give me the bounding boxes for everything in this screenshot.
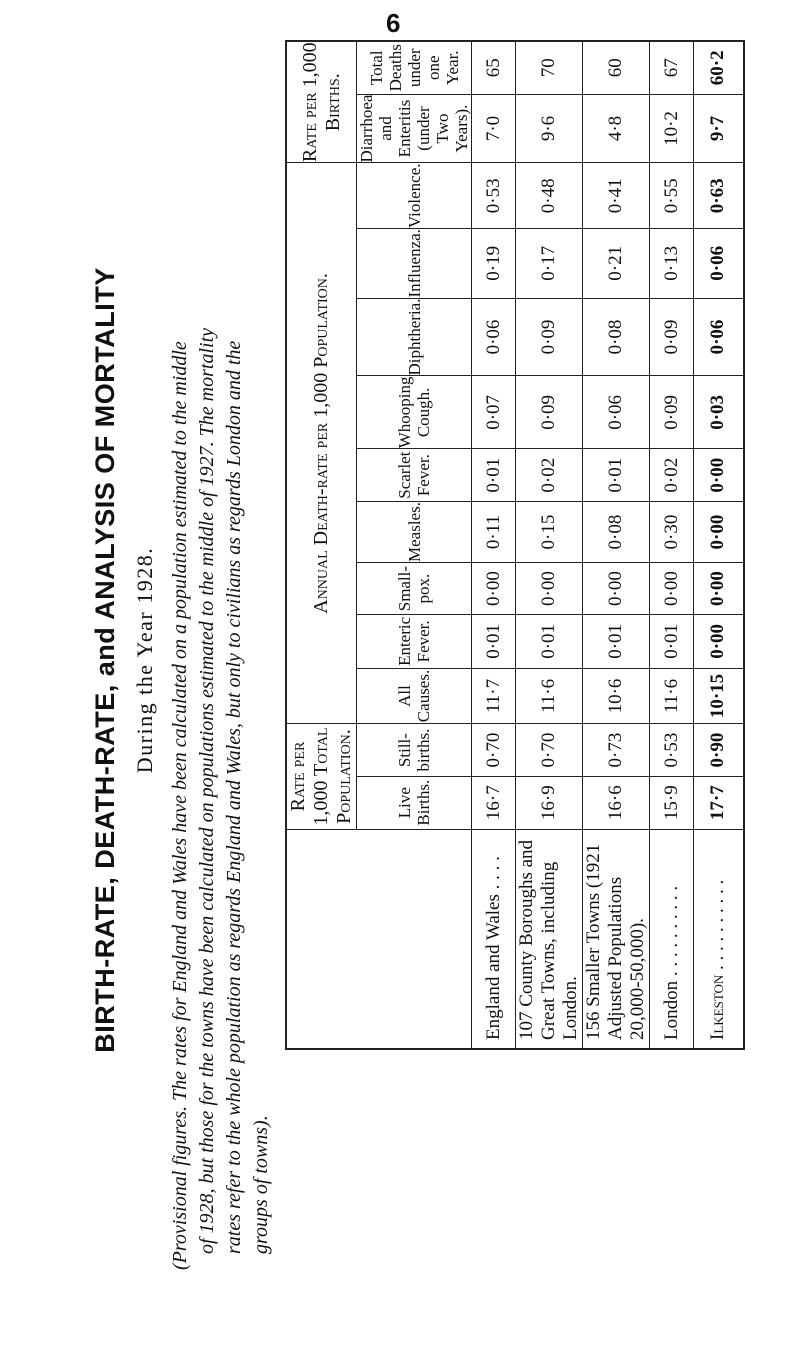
page-title: BIRTH-RATE, DEATH-RATE, and ANALYSIS OF MORTALITY — [90, 267, 120, 1053]
cell: 10·6 — [583, 668, 650, 724]
cell: 0·08 — [583, 298, 650, 376]
cell: 0·00 — [694, 502, 744, 563]
note-line-3: rates refer to the whole population as regards England and Wales, but only to civilians as regards London and the — [223, 340, 245, 1254]
col-header-violence: Violence. — [357, 163, 472, 229]
cell: 0·02 — [650, 449, 694, 502]
table-row — [650, 41, 694, 1049]
cell: 0·30 — [650, 502, 694, 563]
cell: 10·2 — [650, 94, 694, 163]
cell: 0·01 — [650, 615, 694, 668]
cell: 15·9 — [650, 776, 694, 829]
cell: 0·00 — [694, 449, 744, 502]
cell: 0·70 — [472, 724, 516, 776]
cell: 0·90 — [694, 724, 744, 776]
cell: 0·06 — [694, 229, 744, 298]
note-line-2: of 1928, but those for the towns have been calculated on populations estimated to the middle of 1927. The mortality — [196, 327, 218, 1254]
label-header — [286, 829, 472, 1049]
cell: 0·55 — [650, 163, 694, 229]
table-row — [694, 41, 744, 1049]
cell: 0·21 — [583, 229, 650, 298]
cell: 0·53 — [650, 724, 694, 776]
col-header-still-births: Still-births. — [357, 724, 472, 776]
cell: 0·02 — [516, 449, 583, 502]
cell: 0·17 — [516, 229, 583, 298]
row-label: Ilkeston . . . . . . . . . . — [694, 829, 744, 1049]
cell: 0·15 — [516, 502, 583, 563]
cell: 0·01 — [472, 449, 516, 502]
col-header-influenza: Influenza. — [357, 229, 472, 298]
cell: 65 — [472, 41, 516, 94]
cell: 17·7 — [694, 776, 744, 829]
cell: 60 — [583, 41, 650, 94]
table-row — [583, 41, 650, 1049]
cell: 9·7 — [694, 94, 744, 163]
rotated-page — [2, 40, 800, 1300]
row-label: 156 Smaller Towns (1921 Adjusted Populations 20,000-50,000). — [583, 829, 650, 1049]
cell: 67 — [650, 41, 694, 94]
cell: 11·6 — [516, 668, 583, 724]
cell: 7·0 — [472, 94, 516, 163]
cell: 0·00 — [516, 563, 583, 615]
cell: 0·01 — [583, 615, 650, 668]
table-row — [516, 41, 583, 1049]
note-line-4: groups of towns). — [250, 1115, 272, 1254]
cell: 0·06 — [583, 376, 650, 449]
row-label: England and Wales . . . . — [472, 829, 516, 1049]
cell: 0·03 — [694, 376, 744, 449]
cell: 0·01 — [472, 615, 516, 668]
cell: 0·11 — [472, 502, 516, 563]
col-header-live-births: Live Births. — [357, 776, 472, 829]
cell: 11·6 — [650, 668, 694, 724]
cell: 60·2 — [694, 41, 744, 94]
cell: 0·63 — [694, 163, 744, 229]
cell: 0·09 — [650, 298, 694, 376]
col-header-all-causes: All Causes. — [357, 668, 472, 724]
col-header-diarrhoea: Diarrhoea and Enteritis (under Two Years). — [357, 94, 471, 163]
row-label: 107 County Boroughs and Great Towns, including London. — [516, 829, 583, 1049]
cell: 0·70 — [516, 724, 583, 776]
cell: 0·73 — [583, 724, 650, 776]
cell: 16·7 — [472, 776, 516, 829]
group-header-birth: Rate per 1,000 Total Population. — [286, 724, 357, 829]
cell: 0·00 — [694, 563, 744, 615]
cell: 4·8 — [583, 94, 650, 163]
row-label: London . . . . . . . . . . — [650, 829, 694, 1049]
page-subtitle: During the Year 1928. — [132, 546, 157, 774]
cell: 0·00 — [694, 615, 744, 668]
col-header-scarlet-fever: Scarlet Fever. — [357, 449, 472, 502]
cell: 11·7 — [472, 668, 516, 724]
cell: 0·41 — [583, 163, 650, 229]
cell: 0·09 — [516, 376, 583, 449]
cell: 0·09 — [650, 376, 694, 449]
col-header-measles: Measles. — [357, 502, 472, 563]
col-header-infant-deaths: Total Deaths under one Year. — [357, 41, 472, 94]
cell: 0·00 — [472, 563, 516, 615]
page-number: 6 — [386, 8, 401, 38]
cell: 0·08 — [583, 502, 650, 563]
cell: 0·06 — [694, 298, 744, 376]
cell: 0·01 — [516, 615, 583, 668]
col-header-diphtheria: Diphtheria. — [357, 298, 472, 376]
cell: 0·53 — [472, 163, 516, 229]
cell: 0·00 — [583, 563, 650, 615]
cell: 0·48 — [516, 163, 583, 229]
cell: 16·9 — [516, 776, 583, 829]
group-header-infant: Rate per 1,000 Births. — [286, 41, 357, 163]
cell: 0·06 — [472, 298, 516, 376]
mortality-table — [285, 40, 745, 1050]
cell: 10·15 — [694, 668, 744, 724]
cell: 16·6 — [583, 776, 650, 829]
title-block — [2, 60, 272, 1300]
cell: 0·13 — [650, 229, 694, 298]
col-header-enteric-fever: Enteric Fever. — [357, 615, 472, 668]
cell: 9·6 — [516, 94, 583, 163]
col-header-whooping-cough: Whooping Cough. — [357, 376, 472, 449]
table-row — [472, 41, 516, 1049]
cell: 0·01 — [583, 449, 650, 502]
cell: 70 — [516, 41, 583, 94]
cell: 0·19 — [472, 229, 516, 298]
note-line-1: (Provisional figures. The rates for England and Wales have been calculated on a population estimated to the middle — [169, 341, 191, 1270]
group-header-death: Annual Death-rate per 1,000 Population. — [286, 163, 357, 724]
col-header-small-pox: Small-pox. — [357, 563, 472, 615]
cell: 0·00 — [650, 563, 694, 615]
cell: 0·07 — [472, 376, 516, 449]
cell: 0·09 — [516, 298, 583, 376]
